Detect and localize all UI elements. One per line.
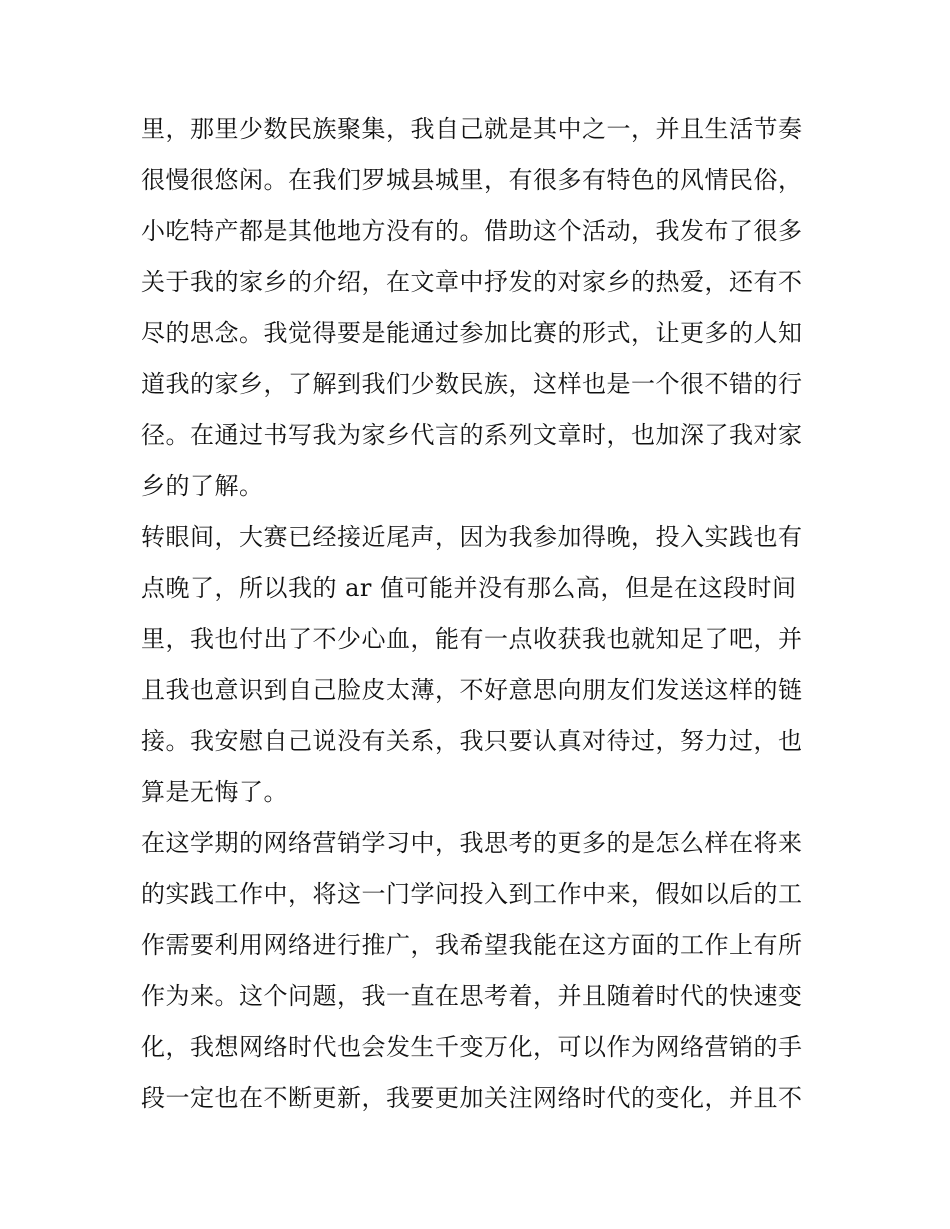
- text-line: 化，我想网络时代也会发生千变万化，可以作为网络营销的手: [141, 1033, 803, 1061]
- text-line: 接。我安慰自己说没有关系，我只要认真对待过，努力过，也: [141, 727, 803, 755]
- text-line: 小吃特产都是其他地方没有的。借助这个活动，我发布了很多: [141, 217, 803, 245]
- document-body: [141, 104, 817, 1124]
- text-line: 道我的家乡，了解到我们少数民族，这样也是一个很不错的行: [141, 370, 803, 398]
- text-line: 算是无悔了。: [141, 778, 288, 806]
- text-line: 转眼间，大赛已经接近尾声，因为我参加得晚，投入实践也有: [141, 523, 803, 551]
- text-line: 关于我的家乡的介绍，在文章中抒发的对家乡的热爱，还有不: [141, 268, 803, 296]
- text-line: 里，我也付出了不少心血，能有一点收获我也就知足了吧，并: [141, 625, 803, 653]
- text-line: 点晚了，所以我的 ar 值可能并没有那么高，但是在这段时间: [141, 574, 797, 602]
- text-line: 作需要利用网络进行推广，我希望我能在这方面的工作上有所: [141, 931, 803, 959]
- text-line: 的实践工作中，将这一门学问投入到工作中来，假如以后的工: [141, 880, 803, 908]
- text-line: 里，那里少数民族聚集，我自己就是其中之一，并且生活节奏: [141, 115, 803, 143]
- text-line: 在这学期的网络营销学习中，我思考的更多的是怎么样在将来: [141, 829, 803, 857]
- text-line: 段一定也在不断更新，我要更加关注网络时代的变化，并且不: [141, 1084, 803, 1112]
- text-line: 乡的了解。: [141, 472, 264, 500]
- text-line: 尽的思念。我觉得要是能通过参加比赛的形式，让更多的人知: [141, 319, 803, 347]
- text-line: 且我也意识到自己脸皮太薄，不好意思向朋友们发送这样的链: [141, 676, 803, 704]
- text-line: 作为来。这个问题，我一直在思考着，并且随着时代的快速变: [141, 982, 803, 1010]
- text-line: 径。在通过书写我为家乡代言的系列文章时，也加深了我对家: [141, 421, 803, 449]
- text-line: 很慢很悠闲。在我们罗城县城里，有很多有特色的风情民俗，: [141, 166, 803, 194]
